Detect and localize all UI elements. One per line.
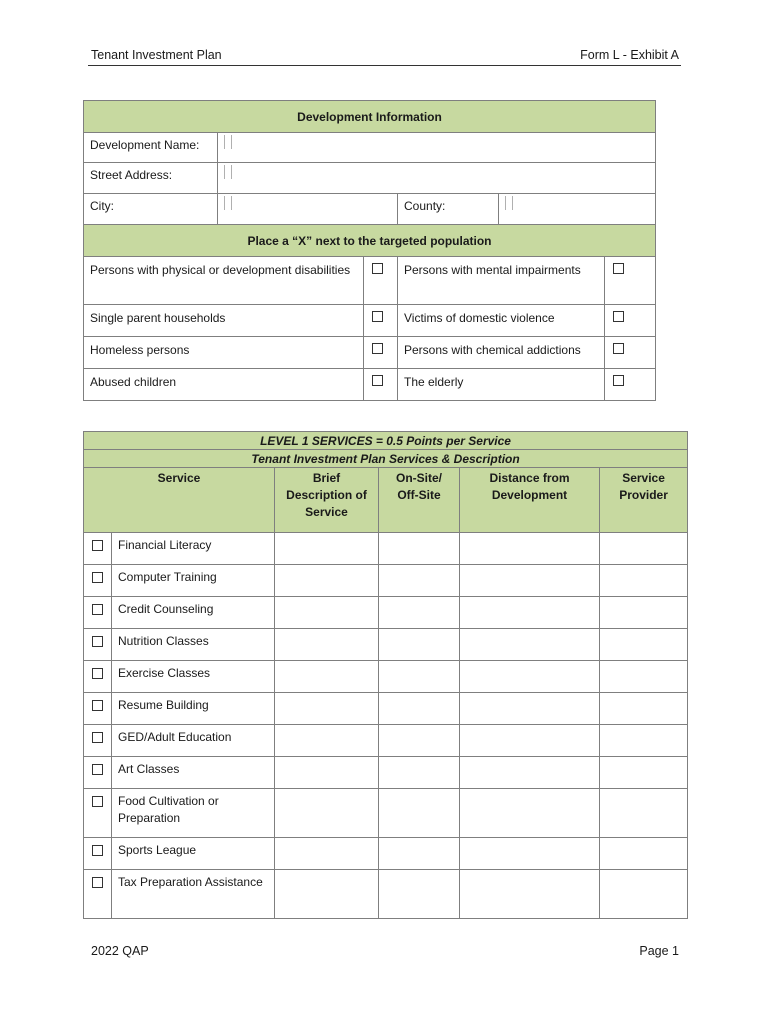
population-checkbox[interactable] xyxy=(364,337,398,369)
service-checkbox[interactable] xyxy=(84,533,112,565)
provider-cell[interactable] xyxy=(600,661,688,693)
service-checkbox[interactable] xyxy=(84,757,112,789)
table-row xyxy=(84,789,688,838)
table-row xyxy=(84,661,688,693)
population-label: Persons with mental impairments xyxy=(398,257,605,305)
distance-cell[interactable] xyxy=(460,661,600,693)
distance-cell[interactable] xyxy=(460,870,600,919)
description-cell[interactable] xyxy=(275,693,379,725)
city-field[interactable] xyxy=(218,194,398,225)
provider-cell[interactable] xyxy=(600,757,688,789)
header-title: Tenant Investment Plan xyxy=(91,48,222,62)
population-checkbox[interactable] xyxy=(605,369,656,401)
service-name: Art Classes xyxy=(112,757,275,789)
distance-cell[interactable] xyxy=(460,629,600,661)
footer-page-number: Page 1 xyxy=(639,944,679,958)
description-cell[interactable] xyxy=(275,629,379,661)
provider-cell[interactable] xyxy=(600,629,688,661)
onsite-cell[interactable] xyxy=(379,629,460,661)
service-checkbox[interactable] xyxy=(84,693,112,725)
development-information-table xyxy=(83,100,656,401)
population-checkbox[interactable] xyxy=(364,369,398,401)
provider-cell[interactable] xyxy=(600,565,688,597)
provider-cell[interactable] xyxy=(600,693,688,725)
level-1-services-table xyxy=(83,431,688,919)
distance-cell[interactable] xyxy=(460,693,600,725)
provider-cell[interactable] xyxy=(600,597,688,629)
table-row xyxy=(84,870,688,919)
onsite-cell[interactable] xyxy=(379,693,460,725)
table-row xyxy=(84,565,688,597)
table-row xyxy=(84,533,688,565)
table-row xyxy=(84,725,688,757)
header-divider xyxy=(88,65,681,66)
service-name: Food Cultivation or Preparation xyxy=(112,789,275,838)
targeted-population-heading: Place a “X” next to the targeted population xyxy=(84,225,656,257)
service-name: Tax Preparation Assistance xyxy=(112,870,275,919)
column-header-service: Service xyxy=(84,468,275,533)
description-cell[interactable] xyxy=(275,757,379,789)
onsite-cell[interactable] xyxy=(379,870,460,919)
provider-cell[interactable] xyxy=(600,838,688,870)
provider-cell[interactable] xyxy=(600,725,688,757)
onsite-cell[interactable] xyxy=(379,533,460,565)
development-name-label: Development Name: xyxy=(84,133,218,163)
onsite-cell[interactable] xyxy=(379,838,460,870)
column-header-onsite: On-Site/ Off-Site xyxy=(379,468,460,533)
development-name-field[interactable] xyxy=(218,133,656,163)
population-checkbox[interactable] xyxy=(364,257,398,305)
city-label: City: xyxy=(84,194,218,225)
service-name: Sports League xyxy=(112,838,275,870)
county-label: County: xyxy=(398,194,499,225)
onsite-cell[interactable] xyxy=(379,757,460,789)
level-1-services-heading: LEVEL 1 SERVICES = 0.5 Points per Service xyxy=(84,432,688,450)
service-checkbox[interactable] xyxy=(84,629,112,661)
service-name: Exercise Classes xyxy=(112,661,275,693)
footer-year: 2022 QAP xyxy=(91,944,149,958)
population-checkbox[interactable] xyxy=(605,337,656,369)
description-cell[interactable] xyxy=(275,838,379,870)
population-checkbox[interactable] xyxy=(605,257,656,305)
provider-cell[interactable] xyxy=(600,870,688,919)
onsite-cell[interactable] xyxy=(379,565,460,597)
street-address-field[interactable] xyxy=(218,163,656,194)
service-checkbox[interactable] xyxy=(84,565,112,597)
column-header-distance: Distance from Development xyxy=(460,468,600,533)
service-checkbox[interactable] xyxy=(84,661,112,693)
distance-cell[interactable] xyxy=(460,725,600,757)
provider-cell[interactable] xyxy=(600,533,688,565)
description-cell[interactable] xyxy=(275,725,379,757)
description-cell[interactable] xyxy=(275,597,379,629)
table-row xyxy=(84,597,688,629)
service-checkbox[interactable] xyxy=(84,870,112,919)
development-info-heading: Development Information xyxy=(84,101,656,133)
service-name: Resume Building xyxy=(112,693,275,725)
service-name: Financial Literacy xyxy=(112,533,275,565)
onsite-cell[interactable] xyxy=(379,597,460,629)
onsite-cell[interactable] xyxy=(379,725,460,757)
service-name: GED/Adult Education xyxy=(112,725,275,757)
column-header-provider: Service Provider xyxy=(600,468,688,533)
service-checkbox[interactable] xyxy=(84,597,112,629)
service-name: Computer Training xyxy=(112,565,275,597)
description-cell[interactable] xyxy=(275,870,379,919)
onsite-cell[interactable] xyxy=(379,661,460,693)
description-cell[interactable] xyxy=(275,661,379,693)
population-label: The elderly xyxy=(398,369,605,401)
service-checkbox[interactable] xyxy=(84,838,112,870)
distance-cell[interactable] xyxy=(460,838,600,870)
population-label: Single parent households xyxy=(84,305,364,337)
service-checkbox[interactable] xyxy=(84,725,112,757)
population-label: Homeless persons xyxy=(84,337,364,369)
street-address-label: Street Address: xyxy=(84,163,218,194)
population-label: Victims of domestic violence xyxy=(398,305,605,337)
distance-cell[interactable] xyxy=(460,757,600,789)
service-checkbox[interactable] xyxy=(84,789,112,838)
services-subheading: Tenant Investment Plan Services & Description xyxy=(84,450,688,468)
table-row xyxy=(84,629,688,661)
distance-cell[interactable] xyxy=(460,533,600,565)
service-name: Credit Counseling xyxy=(112,597,275,629)
onsite-cell[interactable] xyxy=(379,789,460,838)
table-row xyxy=(84,838,688,870)
distance-cell[interactable] xyxy=(460,597,600,629)
distance-cell[interactable] xyxy=(460,789,600,838)
service-name: Nutrition Classes xyxy=(112,629,275,661)
description-cell[interactable] xyxy=(275,789,379,838)
population-checkbox[interactable] xyxy=(364,305,398,337)
distance-cell[interactable] xyxy=(460,565,600,597)
table-row xyxy=(84,757,688,789)
population-checkbox[interactable] xyxy=(605,305,656,337)
table-row xyxy=(84,693,688,725)
population-label: Abused children xyxy=(84,369,364,401)
population-label: Persons with physical or development disabilities xyxy=(84,257,364,305)
description-cell[interactable] xyxy=(275,533,379,565)
population-label: Persons with chemical addictions xyxy=(398,337,605,369)
county-field[interactable] xyxy=(499,194,656,225)
description-cell[interactable] xyxy=(275,565,379,597)
provider-cell[interactable] xyxy=(600,789,688,838)
column-header-description: Brief Description of Service xyxy=(275,468,379,533)
header-form-label: Form L - Exhibit A xyxy=(580,48,679,62)
